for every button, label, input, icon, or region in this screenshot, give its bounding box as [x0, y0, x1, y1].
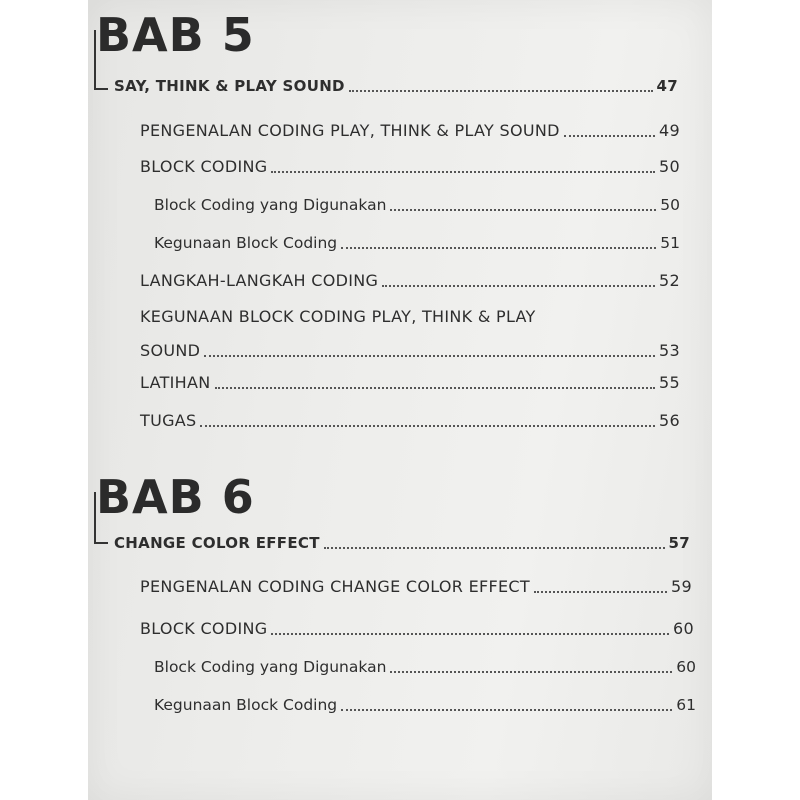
leader-dots	[271, 171, 655, 173]
toc-subentry	[154, 694, 696, 716]
toc-page-number: 49	[659, 121, 680, 140]
toc-entry-label: Kegunaan Block Coding	[154, 234, 338, 252]
leader-dots	[271, 633, 669, 635]
toc-heading-label: SAY, THINK & PLAY SOUND	[114, 77, 345, 95]
toc-entry-label: LATIHAN	[140, 373, 211, 392]
toc-entry	[140, 410, 680, 432]
toc-entry-label: Block Coding yang Digunakan	[154, 196, 387, 214]
toc-entry-label: Block Coding yang Digunakan	[154, 658, 387, 676]
toc-entry-label-line2: SOUND	[140, 341, 201, 360]
toc-page-number: 57	[668, 534, 690, 552]
leader-dots	[204, 355, 655, 357]
toc-page-number: 47	[656, 77, 678, 95]
toc-page-number: 50	[660, 196, 680, 214]
leader-dots	[390, 671, 672, 673]
toc-entry	[140, 576, 692, 598]
book-page	[88, 0, 712, 800]
toc-entry	[140, 306, 680, 362]
toc-page-number: 51	[660, 234, 680, 252]
chapter-title: BAB 6	[96, 470, 255, 524]
leader-dots	[390, 209, 656, 211]
toc-entry	[140, 156, 680, 178]
toc-page-number: 52	[659, 271, 680, 290]
toc-entry-line2	[140, 340, 680, 362]
leader-dots	[534, 591, 667, 593]
leader-dots	[341, 709, 672, 711]
toc-heading	[114, 532, 690, 554]
toc-entry-label: Kegunaan Block Coding	[154, 696, 338, 714]
toc-page-number: 53	[659, 341, 680, 360]
toc-entry	[140, 270, 680, 292]
toc-page-number: 60	[673, 619, 694, 638]
toc-entry-label: PENGENALAN CODING CHANGE COLOR EFFECT	[140, 577, 530, 596]
toc-page-number: 55	[659, 373, 680, 392]
toc-entry	[140, 120, 680, 142]
toc-entry-label: TUGAS	[140, 411, 197, 430]
toc-entry	[140, 372, 680, 394]
leader-dots	[200, 425, 655, 427]
leader-dots	[215, 387, 656, 389]
toc-page-number: 60	[676, 658, 696, 676]
toc-heading	[114, 75, 678, 97]
leader-dots	[564, 135, 655, 137]
toc-entry	[140, 618, 694, 640]
toc-entry-label: PENGENALAN CODING PLAY, THINK & PLAY SOUND	[140, 121, 560, 140]
toc-page-number: 59	[671, 577, 692, 596]
toc-page-number: 56	[659, 411, 680, 430]
toc-page-number: 61	[676, 696, 696, 714]
toc-entry-label: LANGKAH-LANGKAH CODING	[140, 271, 379, 290]
toc-subentry	[154, 656, 696, 678]
toc-entry-label: BLOCK CODING	[140, 619, 268, 638]
leader-dots	[341, 247, 656, 249]
toc-entry-label-line1: KEGUNAAN BLOCK CODING PLAY, THINK & PLAY	[140, 307, 536, 326]
leader-dots	[324, 547, 665, 549]
toc-subentry	[154, 232, 680, 254]
toc-page-number: 50	[659, 157, 680, 176]
toc-subentry	[154, 194, 680, 216]
leader-dots	[382, 285, 655, 287]
chapter-title: BAB 5	[96, 8, 255, 62]
toc-entry-label: BLOCK CODING	[140, 157, 268, 176]
leader-dots	[349, 90, 653, 92]
toc-heading-label: CHANGE COLOR EFFECT	[114, 534, 320, 552]
